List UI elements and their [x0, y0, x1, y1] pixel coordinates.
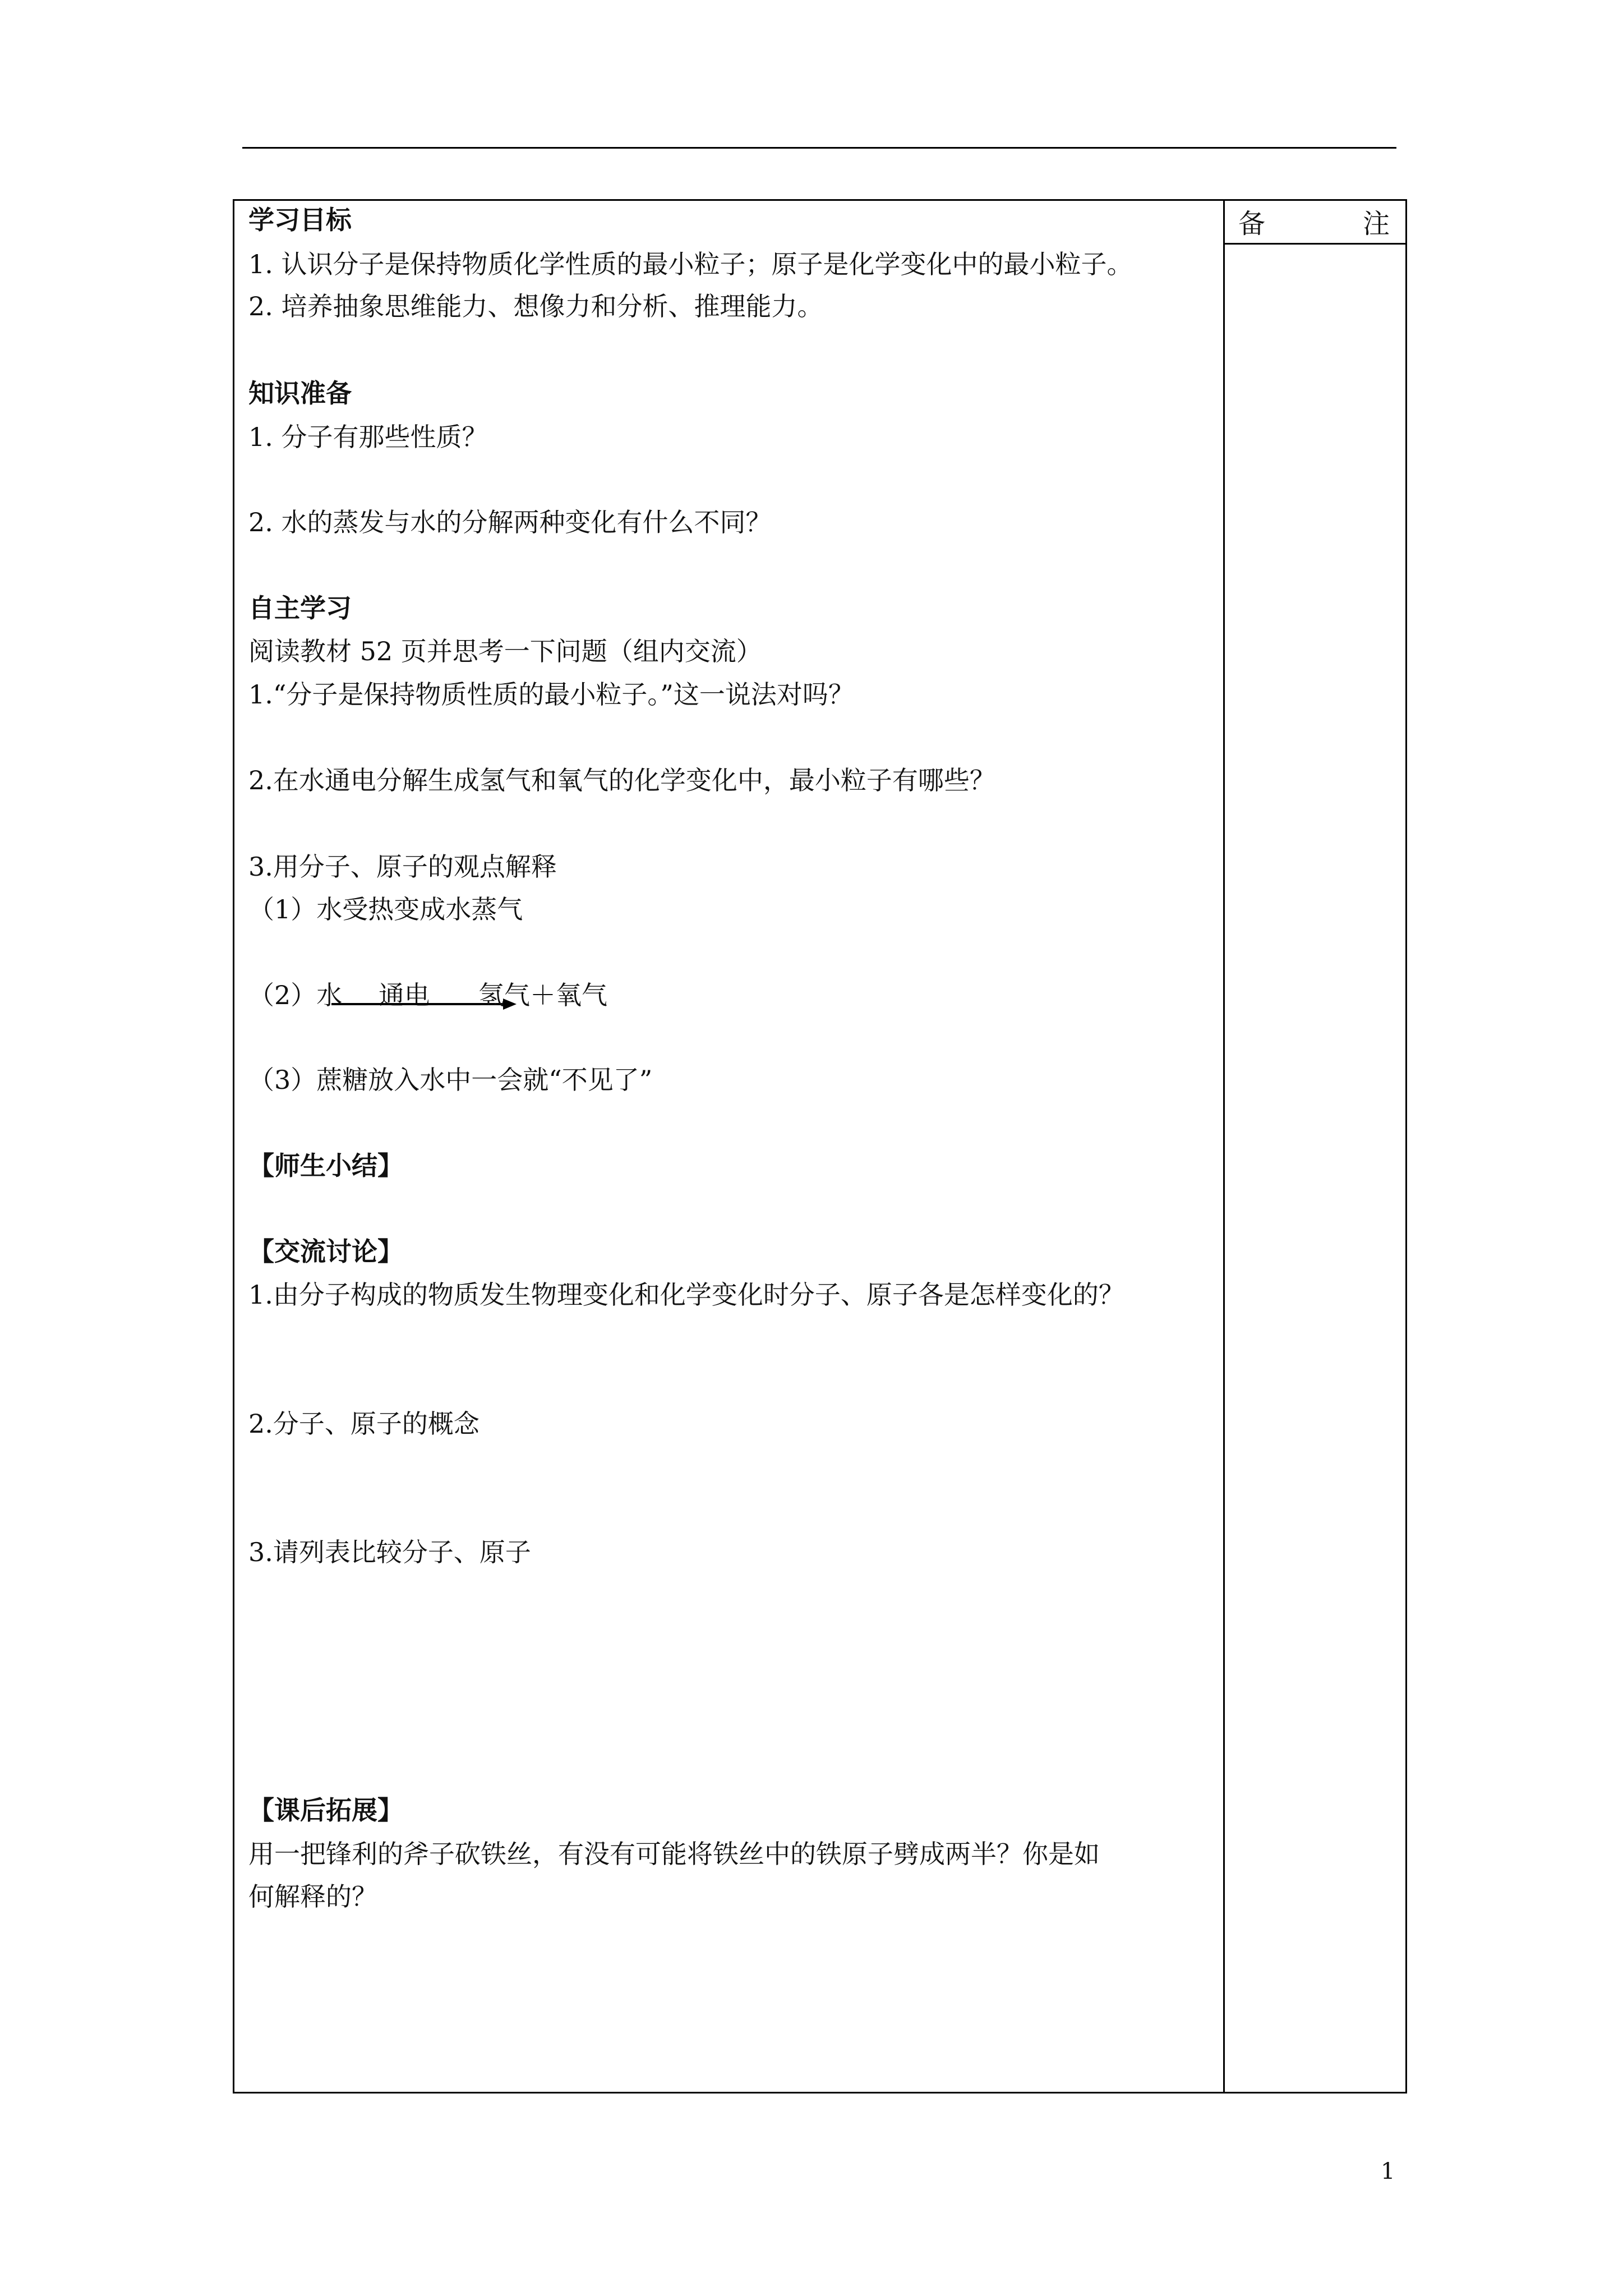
equation-products: 氢气＋氧气	[478, 980, 607, 1010]
self-study-q3: 3.用分子、原子的观点解释	[248, 852, 557, 882]
notes-column-divider	[1223, 199, 1225, 2093]
header-rule	[242, 147, 1396, 149]
discussion-item-1: 1.由分子构成的物质发生物理变化和化学变化时分子、原子各是怎样变化的？	[248, 1280, 1124, 1310]
prep-title: 知识准备	[248, 378, 352, 408]
self-study-intro: 阅读教材 52 页并思考一下问题（组内交流）	[248, 636, 762, 666]
self-study-q1: 1.“分子是保持物质性质的最小粒子。”这一说法对吗？	[248, 679, 854, 710]
prep-item-1: 1. 分子有那些性质？	[248, 422, 488, 452]
discussion-item-3: 3.请列表比较分子、原子	[248, 1537, 531, 1567]
self-study-title: 自主学习	[248, 593, 352, 623]
notes-column-header	[1238, 202, 1390, 240]
self-study-q2: 2.在水通电分解生成氢气和氧气的化学变化中，最小粒子有哪些？	[248, 765, 995, 795]
summary-title: 【师生小结】	[248, 1151, 403, 1181]
lesson-table	[233, 199, 1407, 2093]
discussion-item-2: 2.分子、原子的概念	[248, 1409, 479, 1439]
equation-reactant: （2）水	[248, 980, 343, 1010]
notes-header-rule	[1223, 243, 1407, 245]
notes-label-right: 注	[1362, 208, 1390, 240]
extension-title: 【课后拓展】	[248, 1795, 403, 1825]
electrolysis-equation	[248, 978, 641, 1012]
goal-item-2: 2. 培养抽象思维能力、想像力和分析、推理能力。	[248, 291, 823, 321]
extension-text-line-2: 何解释的？	[248, 1881, 377, 1912]
notes-label-left: 备	[1238, 208, 1266, 240]
self-study-sub1: （1）水受热变成水蒸气	[248, 894, 523, 924]
extension-text-line-1: 用一把锋利的斧子砍铁丝，有没有可能将铁丝中的铁原子劈成两半？你是如	[248, 1839, 1100, 1869]
prep-item-2: 2. 水的蒸发与水的分解两种变化有什么不同？	[248, 507, 772, 537]
goal-item-1: 1. 认识分子是保持物质化学性质的最小粒子；原子是化学变化中的最小粒子。	[248, 249, 1133, 279]
page-number: 1	[1381, 2159, 1395, 2184]
discussion-title: 【交流讨论】	[248, 1236, 403, 1267]
equation-condition: 通电	[379, 980, 430, 1010]
self-study-sub3: （3）蔗糖放入水中一会就“不见了”	[248, 1065, 653, 1095]
goals-title: 学习目标	[248, 205, 352, 235]
